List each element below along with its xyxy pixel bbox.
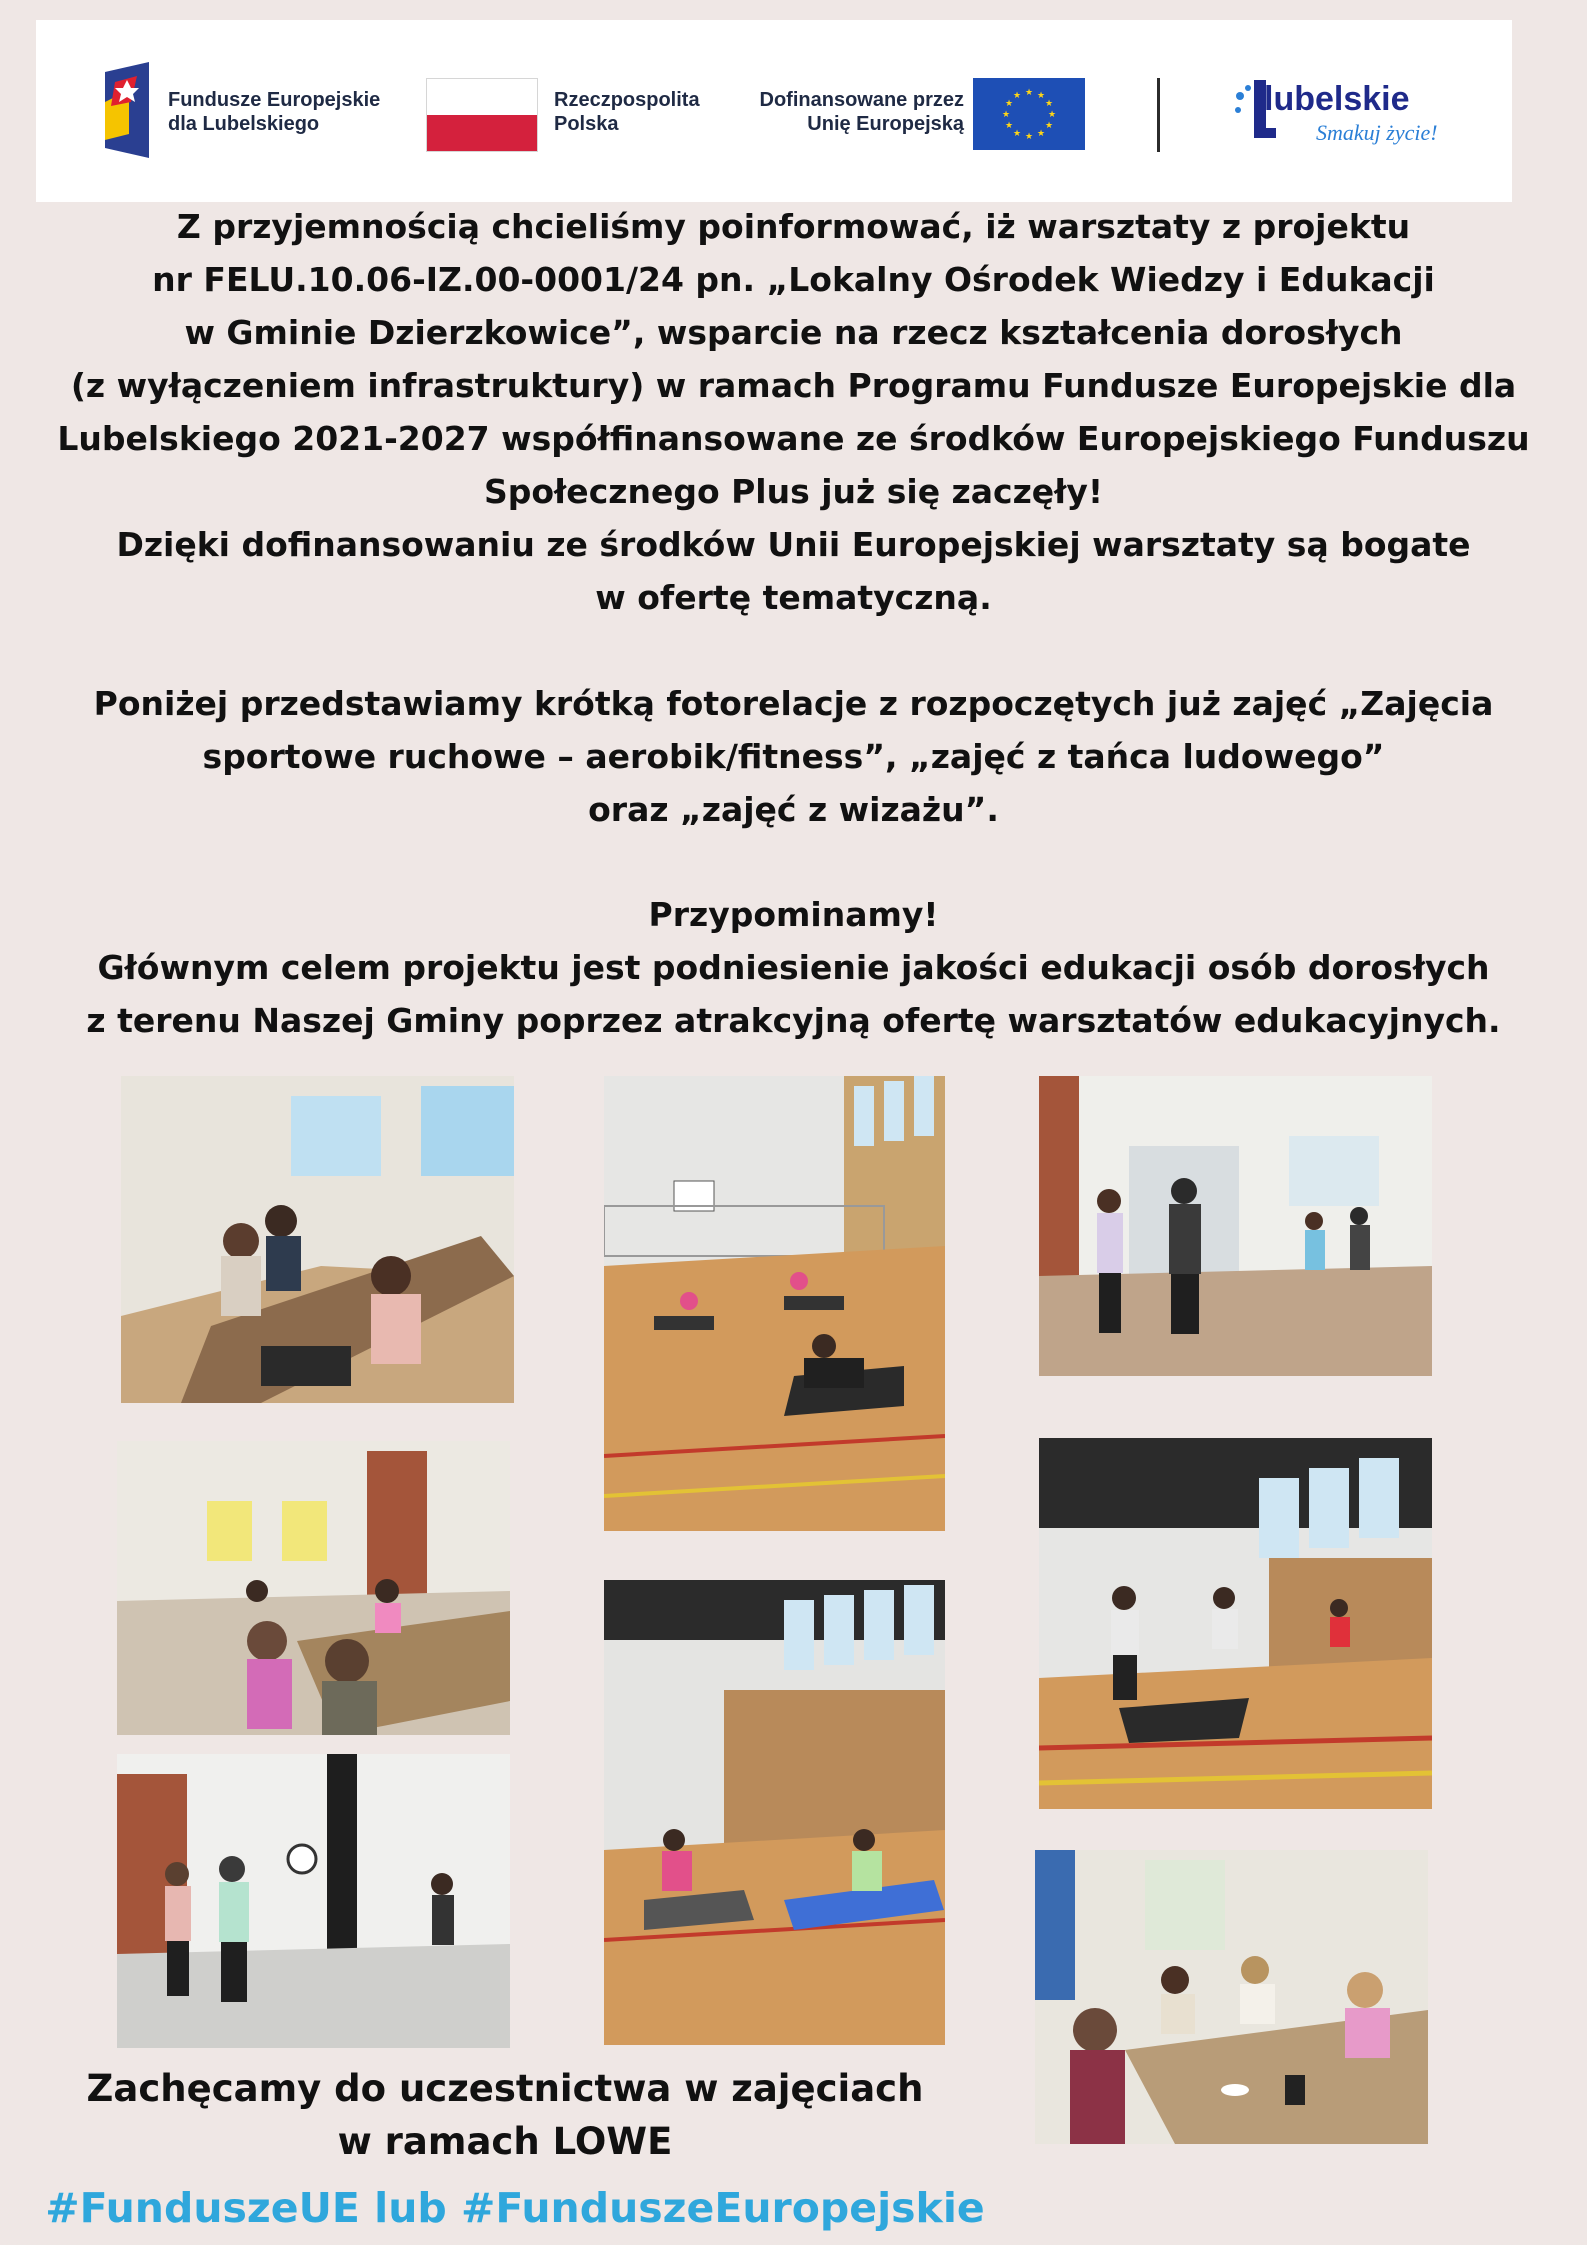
photo-fitness-class-1 <box>604 1076 945 1531</box>
photo-folk-dance-class-1 <box>1039 1076 1432 1376</box>
intro-line: w Gminie Dzierzkowice”, wsparcie na rzecz kształcenia dorosłych <box>184 313 1403 352</box>
logo-separator <box>1157 78 1160 152</box>
photo-makeup-class-3 <box>1035 1850 1428 2144</box>
fe-logo-text <box>168 88 380 136</box>
logo-bar <box>36 20 1512 202</box>
svg-text:★: ★ <box>1001 110 1011 120</box>
hashtags: #FunduszeUE lub #FunduszeEuropejskie <box>45 2184 985 2232</box>
pl-text-line1: Rzeczpospolita <box>554 89 700 111</box>
intro-line: nr FELU.10.06-IZ.00-0001/24 pn. „Lokalny Ośrodek Wiedzy i Edukacji <box>152 260 1435 299</box>
fe-logo-icon <box>101 62 153 158</box>
photo-report-line: Poniżej przedstawiamy krótką fotorelacje z rozpoczętych już zajęć „Zajęcia <box>93 684 1494 723</box>
photo-makeup-class-1 <box>121 1076 514 1403</box>
dof-text-line1: Dofinansowane przez <box>759 89 964 111</box>
photo-report-paragraph <box>20 677 1567 836</box>
eu-funding-text <box>736 88 964 136</box>
photo-report-line: sportowe ruchowe – aerobik/fitness”, „zajęć z tańca ludowego” <box>202 737 1385 776</box>
pl-text-line2: Polska <box>554 113 619 135</box>
eu-flag-icon <box>973 78 1085 150</box>
photo-report-line: oraz „zajęć z wizażu”. <box>588 790 999 829</box>
svg-text:★: ★ <box>1044 121 1054 131</box>
fe-text-line1: Fundusze Europejskie <box>168 89 381 111</box>
svg-text:★: ★ <box>1036 129 1046 139</box>
svg-text:★: ★ <box>1024 132 1034 142</box>
intro-paragraph <box>20 200 1567 624</box>
intro-line: Lubelskiego 2021-2027 współfinansowane ze środków Europejskiego Funduszu <box>57 419 1530 458</box>
reminder-line: Głównym celem projektu jest podniesienie jakości edukacji osób dorosłych <box>97 948 1490 987</box>
svg-text:★: ★ <box>1024 88 1034 98</box>
poland-flag-icon <box>426 78 538 152</box>
svg-text:★: ★ <box>1012 129 1022 139</box>
svg-text:★: ★ <box>1047 110 1057 120</box>
intro-line: Dzięki dofinansowaniu ze środków Unii Europejskiej warsztaty są bogate <box>116 525 1471 564</box>
photo-makeup-class-2 <box>117 1441 510 1735</box>
intro-line: Społecznego Plus już się zaczęły! <box>484 472 1103 511</box>
svg-text:★: ★ <box>1004 99 1014 109</box>
footer-invitation-line1: Zachęcamy do uczestnictwa w zajęciach <box>86 2067 924 2110</box>
reminder-paragraph <box>20 888 1567 1047</box>
intro-line: w ofertę tematyczną. <box>595 578 992 617</box>
svg-text:★: ★ <box>1036 91 1046 101</box>
intro-line: (z wyłączeniem infrastruktury) w ramach Programu Fundusze Europejskie dla <box>70 366 1517 405</box>
fe-text-line2: dla Lubelskiego <box>168 113 320 135</box>
svg-text:★: ★ <box>1044 99 1054 109</box>
photo-fitness-class-3 <box>1039 1438 1432 1809</box>
svg-text:★: ★ <box>1004 121 1014 131</box>
pl-logo-text <box>554 88 700 136</box>
reminder-heading: Przypominamy! <box>648 895 939 934</box>
footer-invitation-line2: w ramach LOWE <box>337 2120 673 2163</box>
photo-folk-dance-class-2 <box>117 1754 510 2048</box>
intro-line: Z przyjemnością chcieliśmy poinformować, iż warsztaty z projektu <box>176 207 1411 246</box>
svg-text:★: ★ <box>1012 91 1022 101</box>
photo-fitness-class-2 <box>604 1580 945 2045</box>
lubelskie-slogan: Smakuj życie! <box>1316 120 1438 145</box>
lubelskie-wordmark: lubelskie <box>1264 80 1410 118</box>
reminder-line: z terenu Naszej Gminy poprzez atrakcyjną ofertę warsztatów edukacyjnych. <box>86 1001 1501 1040</box>
dof-text-line2: Unię Europejską <box>807 113 964 135</box>
